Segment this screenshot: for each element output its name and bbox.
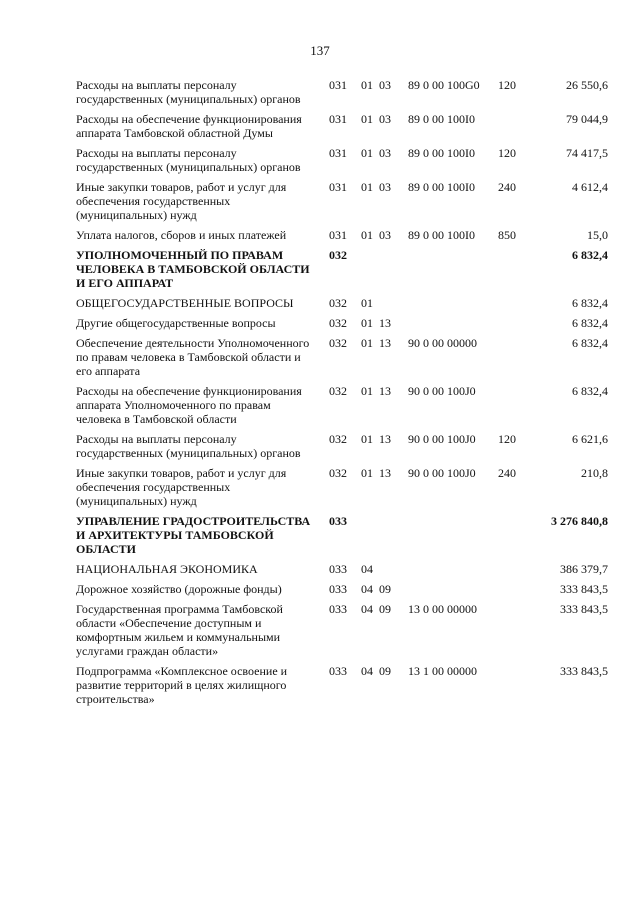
amount: 6 832,4 (572, 336, 608, 350)
table-row (0, 336, 640, 378)
subsection-code: 13 (379, 432, 391, 446)
ved-code: 033 (329, 562, 347, 576)
section-code: 01 (361, 384, 373, 398)
section-code: 01 (361, 112, 373, 126)
amount: 333 843,5 (560, 582, 608, 596)
amount: 6 621,6 (572, 432, 608, 446)
subsection-code: 13 (379, 384, 391, 398)
target-article-code: 89 0 00 100I0 (408, 112, 475, 126)
table-row (0, 146, 640, 174)
section-code: 01 (361, 78, 373, 92)
ved-code: 031 (329, 112, 347, 126)
table-row (0, 78, 640, 106)
target-article-code: 89 0 00 100I0 (408, 146, 475, 160)
row-name: Иные закупки товаров, работ и услуг для обеспечения государственных (муниципальных) нужд (76, 180, 287, 222)
target-article-code: 90 0 00 100J0 (408, 432, 476, 446)
subsection-code: 09 (379, 664, 391, 678)
section-code: 01 (361, 466, 373, 480)
section-code: 01 (361, 296, 373, 310)
section-code: 01 (361, 180, 373, 194)
row-name: УПРАВЛЕНИЕ ГРАДОСТРОИТЕЛЬСТВА И АРХИТЕКТУРЫ ТАМБОВСКОЙ ОБЛАСТИ (76, 514, 311, 556)
amount: 4 612,4 (572, 180, 608, 194)
ved-code: 033 (329, 582, 347, 596)
expense-type-code: 240 (498, 466, 516, 480)
ved-code: 033 (329, 514, 347, 528)
subsection-code: 03 (379, 146, 391, 160)
amount: 6 832,4 (572, 296, 608, 310)
target-article-code: 89 0 00 100I0 (408, 180, 475, 194)
row-name: Расходы на выплаты персоналу государственных (муниципальных) органов (76, 432, 301, 460)
subsection-code: 09 (379, 582, 391, 596)
table-row (0, 466, 640, 508)
row-name: Уплата налогов, сборов и иных платежей (76, 228, 287, 242)
table-row (0, 248, 640, 290)
amount: 6 832,4 (572, 316, 608, 330)
ved-code: 032 (329, 296, 347, 310)
amount: 26 550,6 (566, 78, 608, 92)
section-code: 01 (361, 316, 373, 330)
page-number: 137 (310, 43, 330, 58)
ved-code: 032 (329, 384, 347, 398)
amount: 15,0 (587, 228, 608, 242)
target-article-code: 13 0 00 00000 (408, 602, 477, 616)
ved-code: 033 (329, 602, 347, 616)
row-name: Расходы на выплаты персоналу государственных (муниципальных) органов (76, 146, 301, 174)
amount: 333 843,5 (560, 602, 608, 616)
row-name: Расходы на выплаты персоналу государственных (муниципальных) органов (76, 78, 301, 106)
ved-code: 032 (329, 432, 347, 446)
table-row (0, 432, 640, 460)
expense-type-code: 120 (498, 432, 516, 446)
section-code: 04 (361, 562, 373, 576)
subsection-code: 03 (379, 78, 391, 92)
ved-code: 032 (329, 248, 347, 262)
amount: 333 843,5 (560, 664, 608, 678)
subsection-code: 13 (379, 466, 391, 480)
row-name: Подпрограмма «Комплексное освоение и развитие территорий в целях жилищного строительства» (76, 664, 288, 706)
ved-code: 032 (329, 466, 347, 480)
table-row (0, 514, 640, 556)
target-article-code: 90 0 00 100J0 (408, 466, 476, 480)
amount: 79 044,9 (566, 112, 608, 126)
amount: 386 379,7 (560, 562, 608, 576)
ved-code: 032 (329, 336, 347, 350)
amount: 6 832,4 (572, 248, 608, 262)
target-article-code: 89 0 00 100I0 (408, 228, 475, 242)
ved-code: 031 (329, 228, 347, 242)
section-code: 04 (361, 602, 373, 616)
subsection-code: 09 (379, 602, 391, 616)
table-row (0, 562, 640, 576)
table-row (0, 296, 640, 310)
section-code: 04 (361, 664, 373, 678)
section-code: 04 (361, 582, 373, 596)
table-row (0, 112, 640, 140)
ved-code: 031 (329, 78, 347, 92)
ved-code: 031 (329, 180, 347, 194)
section-code: 01 (361, 432, 373, 446)
subsection-code: 03 (379, 228, 391, 242)
subsection-code: 13 (379, 336, 391, 350)
ved-code: 033 (329, 664, 347, 678)
expense-type-code: 240 (498, 180, 516, 194)
row-name: Государственная программа Тамбовской области «Обеспечение доступным и комфортным жильем и коммунальными услугами граждан области» (76, 602, 283, 658)
row-name: Расходы на обеспечение функционирования аппарата Тамбовской областной Думы (76, 112, 302, 140)
table-row (0, 602, 640, 658)
subsection-code: 13 (379, 316, 391, 330)
section-code: 01 (361, 146, 373, 160)
row-name: УПОЛНОМОЧЕННЫЙ ПО ПРАВАМ ЧЕЛОВЕКА В ТАМБОВСКОЙ ОБЛАСТИ И ЕГО АППАРАТ (76, 248, 310, 290)
ved-code: 031 (329, 146, 347, 160)
target-article-code: 89 0 00 100G0 (408, 78, 480, 92)
section-code: 01 (361, 228, 373, 242)
table-row (0, 228, 640, 242)
target-article-code: 90 0 00 00000 (408, 336, 477, 350)
amount: 210,8 (581, 466, 608, 480)
subsection-code: 03 (379, 112, 391, 126)
row-name: Расходы на обеспечение функционирования аппарата Уполномоченного по правам человека в Тамбовской области (76, 384, 302, 426)
table-row (0, 582, 640, 596)
row-name: Дорожное хозяйство (дорожные фонды) (76, 582, 282, 596)
expense-type-code: 120 (498, 78, 516, 92)
row-name: ОБЩЕГОСУДАРСТВЕННЫЕ ВОПРОСЫ (76, 296, 294, 310)
table-row (0, 384, 640, 426)
budget-table (0, 78, 640, 712)
row-name: Обеспечение деятельности Уполномоченного по правам человека в Тамбовской области и его аппарата (76, 336, 310, 378)
section-code: 01 (361, 336, 373, 350)
row-name: Другие общегосударственные вопросы (76, 316, 276, 330)
table-row (0, 316, 640, 330)
amount: 6 832,4 (572, 384, 608, 398)
row-name: Иные закупки товаров, работ и услуг для обеспечения государственных (муниципальных) нужд (76, 466, 287, 508)
subsection-code: 03 (379, 180, 391, 194)
row-name: НАЦИОНАЛЬНАЯ ЭКОНОМИКА (76, 562, 258, 576)
ved-code: 032 (329, 316, 347, 330)
amount: 74 417,5 (566, 146, 608, 160)
table-row (0, 664, 640, 706)
target-article-code: 90 0 00 100J0 (408, 384, 476, 398)
target-article-code: 13 1 00 00000 (408, 664, 477, 678)
expense-type-code: 850 (498, 228, 516, 242)
expense-type-code: 120 (498, 146, 516, 160)
amount: 3 276 840,8 (551, 514, 608, 528)
table-row (0, 180, 640, 222)
